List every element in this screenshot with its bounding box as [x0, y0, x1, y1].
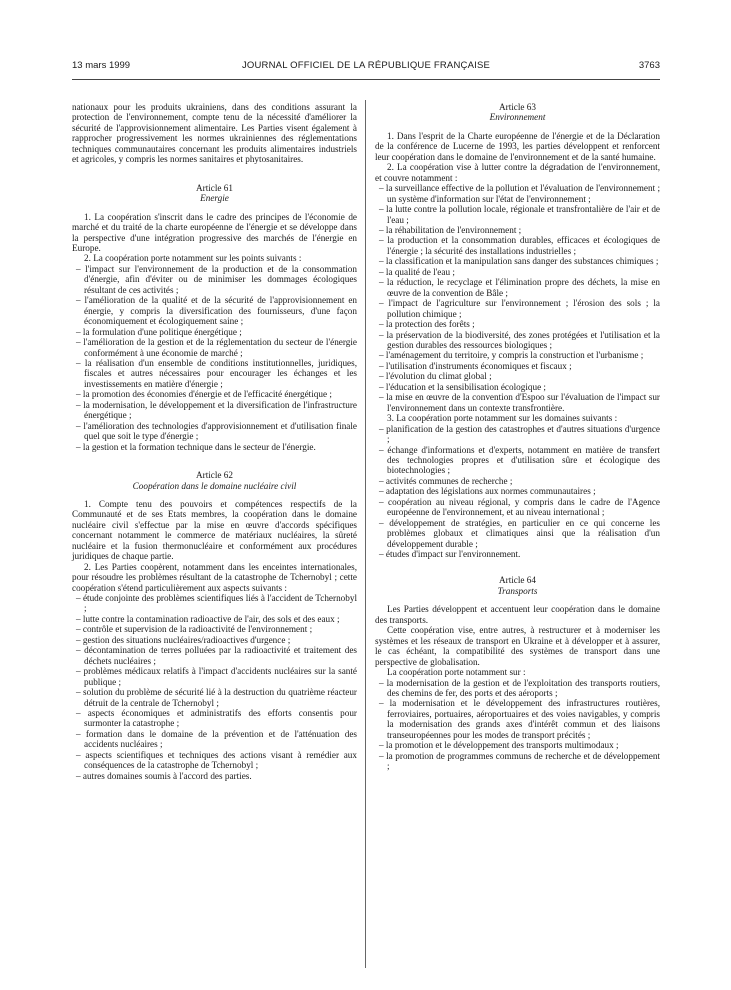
- list-item: – la lutte contre la pollution locale, régionale et transfrontalière de l'air et de l'eau ;: [379, 204, 660, 225]
- list-item: – la formulation d'une politique énergétique ;: [76, 326, 242, 337]
- list-item: – gestion des situations nucléaires/radioactives d'urgence ;: [76, 634, 291, 645]
- list-item: – coopération au niveau régional, y compris dans le cadre de l'Agence européenne de l'environnement, et au niveau international ;: [379, 496, 660, 518]
- list-item: – l'amélioration des technologies d'approvisionnement et d'utilisation finale quel que soit le type d'énergie ;: [76, 420, 357, 442]
- intro-paragraph: nationaux pour les produits ukrainiens, dans des conditions assurant la protection de l'environnement, compte tenu de la nécessité d'améliorer la sécurité de l'approvisionnement alimentaire. Les Parties visent également à rapprocher progressivement les normes ukrainiennes des réglementations techniques communautaires concernant les produits alimentaires industriels et agricoles, y compris les normes sanitaires et phytosanitaires.: [72, 102, 357, 165]
- list-item: – la gestion et la formation technique dans le secteur de l'énergie.: [76, 441, 316, 452]
- article-62-title: Article 62: [196, 470, 233, 481]
- list-item: – la réduction, le recyclage et l'élimination propre des déchets, la mise en œuvre de la convention de Bâle ;: [379, 277, 660, 298]
- article-63-paragraph-3: 3. La coopération porte notamment sur les domaines suivants :: [387, 413, 618, 424]
- list-item: – aspects scientifiques et techniques des actions visant à remédier aux conséquences de la catastrophe de Tchernobyl ;: [76, 749, 357, 771]
- column-divider: [365, 100, 366, 968]
- list-item: – étude conjointe des problèmes scientifiques liés à l'accident de Tchernobyl ;: [76, 593, 357, 614]
- header-date: 13 mars 1999: [72, 60, 131, 71]
- article-63-paragraph-1: 1. Dans l'esprit de la Charte européenne de l'énergie et de la Déclaration de la conférence de Lucerne de 1993, les parties développent et renforcent leur coopération dans le domaine de l'environnement et de la santé humaine.: [375, 130, 660, 162]
- right-column: [375, 102, 660, 772]
- list-item: – la promotion des économies d'énergie et de l'efficacité énergétique ;: [76, 389, 332, 400]
- article-64-title: Article 64: [499, 575, 536, 586]
- header-journal-title: JOURNAL OFFICIEL DE LA RÉPUBLIQUE FRANÇAISE: [241, 60, 491, 71]
- list-item: – la modernisation, le développement et la diversification de l'infrastructure énergétique ;: [76, 399, 357, 421]
- list-item: – planification de la gestion des catastrophes et d'autres situations d'urgence ;: [379, 423, 660, 445]
- list-item: – l'amélioration de la gestion et de la réglementation du secteur de l'énergie conformément à une économie de marché ;: [76, 337, 357, 358]
- article-64-paragraph-2: Cette coopération vise, entre autres, à restructurer et à moderniser les systèmes et les réseaux de transport en Ukraine et à développer et à assurer, le cas échéant, la compatibilité des systèmes de transport dans une perspective de globalisation.: [375, 625, 660, 667]
- list-item: – problèmes médicaux relatifs à l'impact d'accidents nucléaires sur la santé publique ;: [76, 666, 357, 687]
- article-61-title: Article 61: [196, 182, 233, 193]
- article-64-subtitle: Transports: [497, 585, 538, 596]
- list-item: – la promotion de programmes communs de recherche et de développement ;: [379, 750, 660, 772]
- article-61-subtitle: Energie: [200, 193, 229, 204]
- left-column: [72, 102, 357, 781]
- list-item: – lutte contre la contamination radioactive de l'air, des sols et des eaux ;: [76, 613, 340, 624]
- list-item: – la mise en œuvre de la convention d'Espoo sur l'évaluation de l'impact sur l'environnement dans un contexte transfrontière.: [379, 392, 660, 413]
- list-item: – la réhabilitation de l'environnement ;: [379, 224, 522, 235]
- list-item: – développement de stratégies, en particulier en ce qui concerne les problèmes globaux et climatiques ainsi que la réalisation d'un développement durable ;: [379, 517, 660, 549]
- list-item: – la modernisation et le développement des infrastructures routières, ferroviaires, portuaires, aéroportuaires et des voies navigables, y compris la modernisation des grands axes d'intérêt commun et des liaisons transeuropéennes pour les modes de transport précités ;: [379, 698, 660, 740]
- list-item: – la préservation de la biodiversité, des zones protégées et l'utilisation et la gestion durables des ressources biologiques ;: [379, 329, 660, 350]
- list-item: – décontamination de terres polluées par la radioactivité et traitement des déchets nucléaires ;: [76, 645, 357, 666]
- header-rule: [72, 79, 660, 80]
- list-item: – aspects économiques et administratifs des efforts consentis pour surmonter la catastrophe ;: [76, 708, 357, 729]
- list-item: – la réalisation d'un ensemble de conditions institutionnelles, juridiques, fiscales et autres nécessaires pour encourager les échanges et les investissements en matière d'énergie ;: [76, 357, 357, 389]
- article-64-paragraph-1: Les Parties développent et accentuent leur coopération dans le domaine des transports.: [375, 604, 660, 625]
- article-61-paragraph-2: 2. La coopération porte notamment sur les points suivants :: [84, 253, 302, 264]
- article-62-paragraph-1: 1. Compte tenu des pouvoirs et compétences respectifs de la Communauté et de ses Etats membres, la coopération dans le domaine nucléaire civil s'effectue par la mise en œuvre d'accords spécifiques concernant notamment le commerce de matériaux nucléaires, la sûreté nucléaire et la fusion thermonucléaire et conformément aux procédures juridiques de chaque partie.: [72, 498, 357, 562]
- list-item: – l'utilisation d'instruments économiques et fiscaux ;: [379, 360, 572, 371]
- list-item: – la classification et la manipulation sans danger des substances chimiques ;: [379, 256, 659, 267]
- list-item: – l'éducation et la sensibilisation écologique ;: [379, 381, 546, 392]
- list-item: – échange d'informations et d'experts, notamment en matière de transfert des technologies propres et d'utilisation sûre et écologique des biotechnologies ;: [379, 444, 660, 476]
- page-header: [72, 60, 660, 74]
- list-item: – la protection des forêts ;: [379, 319, 475, 330]
- list-item: – études d'impact sur l'environnement.: [379, 549, 521, 560]
- article-63-paragraph-2: 2. La coopération vise à lutter contre la dégradation de l'environnement, et couvre notamment :: [375, 162, 660, 183]
- list-item: – formation dans le domaine de la prévention et de l'atténuation des accidents nucléaires ;: [76, 728, 357, 750]
- list-item: – l'évolution du climat global ;: [379, 371, 492, 382]
- list-item: – activités communes de recherche ;: [379, 475, 513, 486]
- list-item: – la modernisation de la gestion et de l'exploitation des transports routiers, des chemins de fer, des ports et des aéroports ;: [379, 677, 660, 699]
- list-item: – la production et la consommation durables, efficaces et écologiques de l'énergie ; la sécurité des installations industrielles ;: [379, 235, 660, 256]
- list-item: – l'impact de l'agriculture sur l'environnement ; l'érosion des sols ; la pollution chimique ;: [379, 298, 660, 319]
- article-62-paragraph-2: 2. Les Parties coopèrent, notamment dans les enceintes internationales, pour résoudre les problèmes résultant de la catastrophe de Tchernobyl ; cette coopération s'étend particulièrement aux aspects suivants :: [72, 561, 357, 593]
- list-item: – l'impact sur l'environnement de la production et de la consommation d'énergie, afin d'éviter ou de minimiser les dommages écologiques résultant de ces activités ;: [76, 263, 357, 295]
- list-item: – la surveillance effective de la pollution et l'évaluation de l'environnement ; un système d'information sur l'état de l'environnement ;: [379, 183, 660, 204]
- list-item: – l'aménagement du territoire, y compris la construction et l'urbanisme ;: [379, 350, 644, 361]
- list-item: – la promotion et le développement des transports multimodaux ;: [379, 740, 619, 751]
- header-page-number: 3763: [638, 60, 660, 71]
- article-63-title: Article 63: [499, 102, 536, 112]
- article-64-paragraph-3: La coopération porte notamment sur :: [387, 667, 526, 678]
- article-61-paragraph-1: 1. La coopération s'inscrit dans le cadre des principes de l'économie de marché et du traité de la charte européenne de l'énergie et se développe dans la perspective d'une intégration progressive des marchés de l'énergie en Europe.: [72, 211, 357, 253]
- article-62-subtitle: Coopération dans le domaine nucléaire civil: [132, 480, 297, 491]
- list-item: – la qualité de l'eau ;: [379, 266, 455, 277]
- list-item: – contrôle et supervision de la radioactivité de l'environnement ;: [76, 624, 313, 635]
- list-item: – autres domaines soumis à l'accord des parties.: [76, 770, 252, 781]
- list-item: – solution du problème de sécurité lié à la destruction du quatrième réacteur détruit de la centrale de Tchernobyl ;: [76, 687, 357, 708]
- list-item: – l'amélioration de la qualité et de la sécurité de l'approvisionnement en énergie, y compris la diversification des fournisseurs, d'une façon économiquement et écologiquement saine ;: [76, 295, 357, 327]
- article-63-subtitle: Environnement: [489, 112, 546, 123]
- list-item: – adaptation des législations aux normes communautaires ;: [379, 486, 596, 497]
